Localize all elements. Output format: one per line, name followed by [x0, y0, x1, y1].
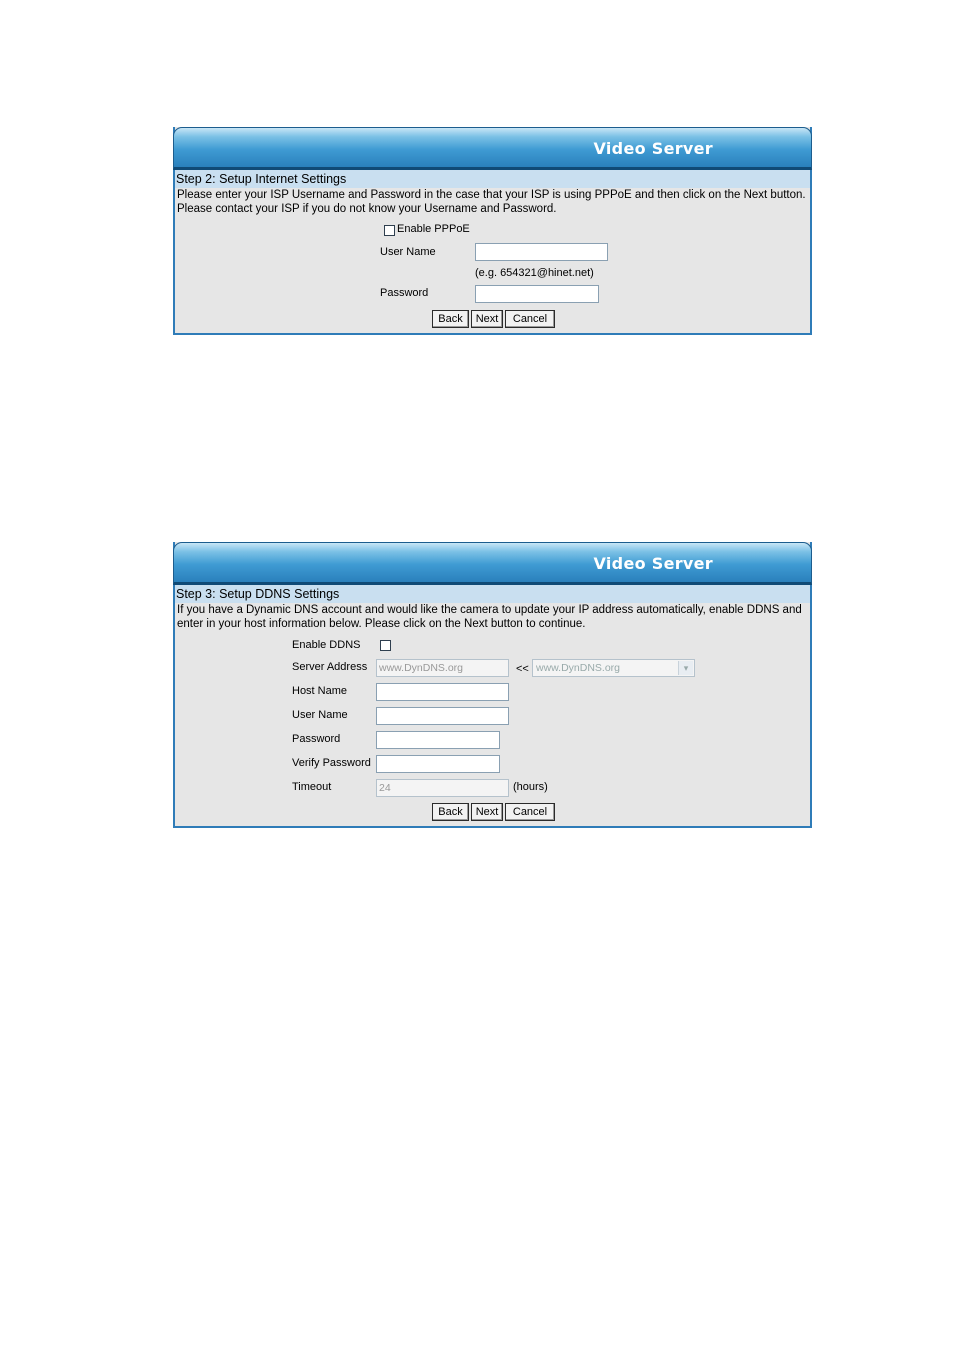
- server-address-label: Server Address: [292, 661, 368, 673]
- password-input[interactable]: [376, 731, 500, 749]
- enable-ddns-checkbox[interactable]: [380, 640, 391, 651]
- password-input[interactable]: [475, 285, 599, 303]
- back-button[interactable]: Back: [432, 310, 469, 328]
- verify-password-input[interactable]: [376, 755, 500, 773]
- timeout-input[interactable]: 24: [376, 779, 509, 797]
- user-name-input[interactable]: [376, 707, 509, 725]
- panel-header: [173, 127, 812, 170]
- arrow-text: <<: [516, 663, 529, 675]
- host-name-input[interactable]: [376, 683, 509, 701]
- step-title: Step 3: Setup DDNS Settings: [175, 585, 810, 603]
- chevron-down-icon[interactable]: ▾: [678, 661, 693, 675]
- next-button[interactable]: Next: [471, 803, 503, 821]
- panel-title: Video Server: [593, 554, 713, 573]
- timeout-label: Timeout: [292, 781, 332, 793]
- back-button[interactable]: Back: [432, 803, 469, 821]
- password-label: Password: [380, 287, 429, 299]
- server-address-select[interactable]: [532, 659, 695, 677]
- step-title: Step 2: Setup Internet Settings: [175, 170, 810, 188]
- password-label: Password: [292, 733, 341, 745]
- cancel-button[interactable]: Cancel: [505, 310, 555, 328]
- enable-ddns-label: Enable DDNS: [292, 639, 361, 651]
- user-name-label: User Name: [292, 709, 348, 721]
- server-select-value: www.DynDNS.org: [536, 662, 621, 674]
- panel-header: [173, 542, 812, 585]
- panel-title: Video Server: [593, 139, 713, 158]
- enable-pppoe-checkbox[interactable]: [384, 225, 395, 236]
- username-label: User Name: [380, 246, 436, 258]
- verify-password-label: Verify Password: [292, 757, 371, 769]
- enable-pppoe-label: Enable PPPoE: [397, 223, 470, 235]
- host-name-label: Host Name: [292, 685, 348, 697]
- step-description: If you have a Dynamic DNS account and would like the camera to update your IP address automatically, enable DDNS and enter in your host information below. Please click on the Next button to continue.: [177, 604, 802, 630]
- username-input[interactable]: [475, 243, 608, 261]
- timeout-unit: (hours): [513, 781, 548, 793]
- username-hint: (e.g. 654321@hinet.net): [475, 267, 594, 279]
- cancel-button[interactable]: Cancel: [505, 803, 555, 821]
- server-address-input[interactable]: www.DynDNS.org: [376, 659, 509, 677]
- next-button[interactable]: Next: [471, 310, 503, 328]
- ddns-settings-panel: [173, 542, 812, 828]
- internet-settings-panel: [173, 127, 812, 335]
- step-description: Please enter your ISP Username and Password in the case that your ISP is using PPPoE and then click on the Next button. Please contact your ISP if you do not know your Username and Password.: [177, 189, 806, 215]
